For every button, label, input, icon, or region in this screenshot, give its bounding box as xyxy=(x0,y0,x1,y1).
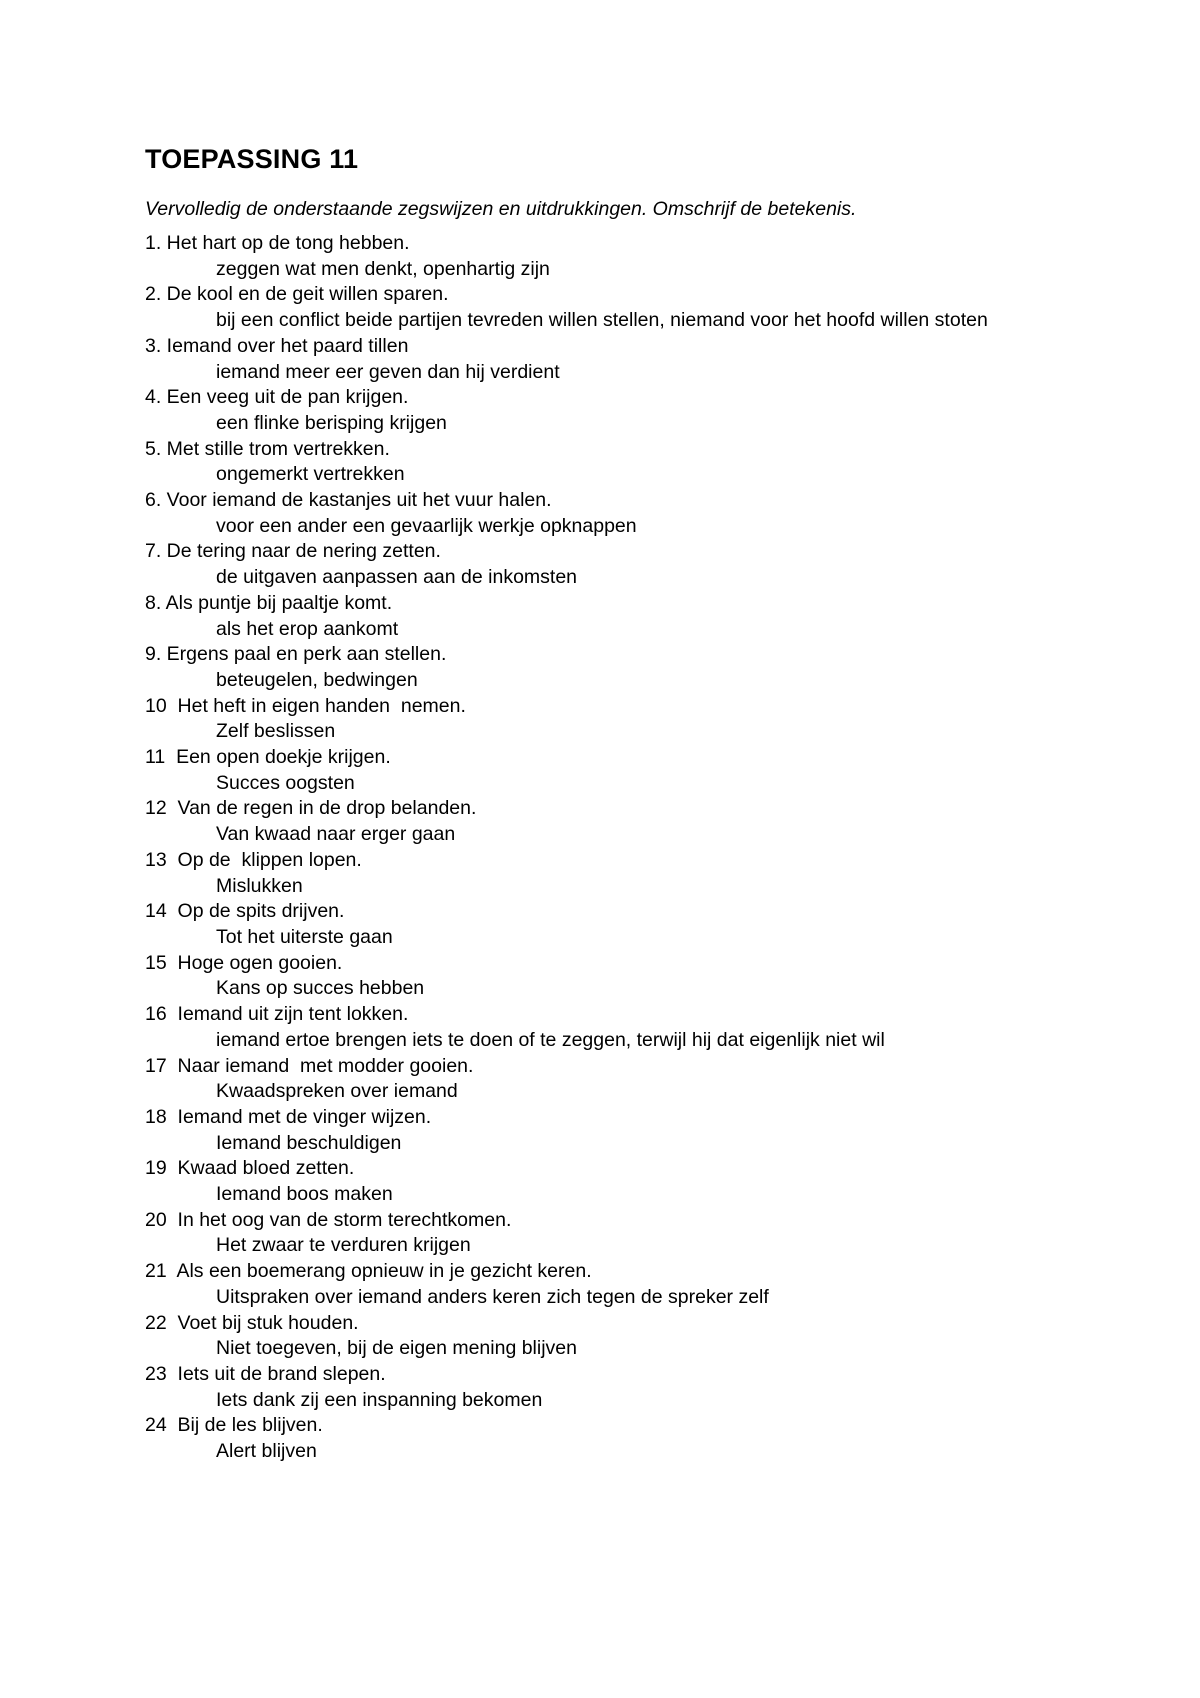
meaning-text: de uitgaven aanpassen aan de inkomsten xyxy=(216,566,578,589)
list-item xyxy=(145,848,1045,899)
list-item xyxy=(145,539,1045,590)
expression-text: 12 Van de regen in de drop belanden. xyxy=(145,797,477,820)
list-item xyxy=(145,899,1045,950)
list-item xyxy=(145,1002,1045,1053)
expression-text: 4. Een veeg uit de pan krijgen. xyxy=(145,386,409,409)
meaning-text: zeggen wat men denkt, openhartig zijn xyxy=(216,257,550,280)
expression-text: 11 Een open doekje krijgen. xyxy=(145,746,391,769)
expression-text: 14 Op de spits drijven. xyxy=(145,900,345,923)
expression-text: 7. De tering naar de nering zetten. xyxy=(145,540,441,563)
expression-list xyxy=(145,231,1045,1465)
list-item xyxy=(145,694,1045,745)
meaning-row xyxy=(145,1079,1045,1105)
list-item xyxy=(145,951,1045,1002)
expression-text: 22 Voet bij stuk houden. xyxy=(145,1311,359,1334)
meaning-text: bij een conflict beide partijen tevreden willen stellen, niemand voor het hoofd willen stoten xyxy=(216,309,988,332)
meaning-text: Niet toegeven, bij de eigen mening blijven xyxy=(216,1337,577,1360)
meaning-text: Alert blijven xyxy=(216,1440,317,1463)
meaning-text: Mislukken xyxy=(216,874,303,897)
expression-text: 1. Het hart op de tong hebben. xyxy=(145,232,410,254)
expression-text: 18 Iemand met de vinger wijzen. xyxy=(145,1105,432,1128)
expression-text: 3. Iemand over het paard tillen xyxy=(145,334,409,357)
list-item xyxy=(145,642,1045,693)
meaning-row xyxy=(145,719,1045,745)
meaning-row xyxy=(145,771,1045,797)
list-item xyxy=(145,231,1045,282)
meaning-text: Iemand boos maken xyxy=(216,1183,393,1206)
meaning-row xyxy=(145,874,1045,900)
list-item xyxy=(145,1413,1045,1464)
document-content xyxy=(145,142,1045,1465)
expression-text: 9. Ergens paal en perk aan stellen. xyxy=(145,643,447,666)
expression-text: 21 Als een boemerang opnieuw in je gezicht keren. xyxy=(145,1260,592,1283)
meaning-text: Tot het uiterste gaan xyxy=(216,925,393,948)
meaning-row xyxy=(145,976,1045,1002)
meaning-row xyxy=(145,1182,1045,1208)
meaning-text: beteugelen, bedwingen xyxy=(216,668,418,691)
list-item xyxy=(145,334,1045,385)
meaning-row xyxy=(145,822,1045,848)
meaning-text: Kans op succes hebben xyxy=(216,977,425,1000)
meaning-row xyxy=(145,360,1045,386)
meaning-row xyxy=(145,1233,1045,1259)
list-item xyxy=(145,1259,1045,1310)
meaning-text: Kwaadspreken over iemand xyxy=(216,1080,458,1103)
meaning-text: Zelf beslissen xyxy=(216,720,336,743)
meaning-row xyxy=(145,1336,1045,1362)
list-item xyxy=(145,745,1045,796)
list-item xyxy=(145,282,1045,333)
expression-text: 24 Bij de les blijven. xyxy=(145,1414,323,1437)
meaning-text: Uitspraken over iemand anders keren zich tegen de spreker zelf xyxy=(216,1285,769,1308)
meaning-row xyxy=(145,462,1045,488)
expression-text: 5. Met stille trom vertrekken. xyxy=(145,437,390,460)
meaning-text: ongemerkt vertrekken xyxy=(216,463,405,486)
meaning-row xyxy=(145,565,1045,591)
list-item xyxy=(145,796,1045,847)
page-title: TOEPASSING 11 xyxy=(145,144,359,174)
list-item xyxy=(145,385,1045,436)
expression-text: 17 Naar iemand met modder gooien. xyxy=(145,1054,474,1077)
list-item xyxy=(145,1054,1045,1105)
list-item xyxy=(145,1208,1045,1259)
meaning-row xyxy=(145,1285,1045,1311)
list-item xyxy=(145,591,1045,642)
meaning-text: een flinke berisping krijgen xyxy=(216,411,447,434)
meaning-text: als het erop aankomt xyxy=(216,617,399,640)
list-item xyxy=(145,488,1045,539)
meaning-row xyxy=(145,617,1045,643)
expression-text: 8. Als puntje bij paaltje komt. xyxy=(145,591,393,614)
meaning-row xyxy=(145,668,1045,694)
expression-text: 16 Iemand uit zijn tent lokken. xyxy=(145,1003,409,1026)
expression-text: 10 Het heft in eigen handen nemen. xyxy=(145,694,466,717)
meaning-row xyxy=(145,411,1045,437)
meaning-text: Iemand beschuldigen xyxy=(216,1131,402,1154)
meaning-row xyxy=(145,925,1045,951)
instruction-text: Vervolledig de onderstaande zegswijzen en uitdrukkingen. Omschrijf de betekenis. xyxy=(145,198,857,220)
expression-text: 15 Hoge ogen gooien. xyxy=(145,951,343,974)
meaning-row xyxy=(145,1131,1045,1157)
list-item xyxy=(145,1311,1045,1362)
meaning-row xyxy=(145,1388,1045,1414)
list-item xyxy=(145,1156,1045,1207)
expression-text: 19 Kwaad bloed zetten. xyxy=(145,1157,355,1180)
expression-text: 6. Voor iemand de kastanjes uit het vuur halen. xyxy=(145,489,552,512)
expression-text: 20 In het oog van de storm terechtkomen. xyxy=(145,1208,512,1231)
meaning-text: Iets dank zij een inspanning bekomen xyxy=(216,1388,543,1411)
meaning-text: Het zwaar te verduren krijgen xyxy=(216,1234,471,1257)
meaning-row xyxy=(145,257,1045,283)
meaning-text: voor een ander een gevaarlijk werkje opknappen xyxy=(216,514,637,537)
meaning-row xyxy=(145,514,1045,540)
meaning-text: iemand meer eer geven dan hij verdient xyxy=(216,360,560,383)
list-item xyxy=(145,1105,1045,1156)
meaning-row xyxy=(145,1439,1045,1465)
expression-text: 23 Iets uit de brand slepen. xyxy=(145,1362,386,1385)
meaning-text: Van kwaad naar erger gaan xyxy=(216,823,456,846)
expression-text: 2. De kool en de geit willen sparen. xyxy=(145,283,449,306)
list-item xyxy=(145,437,1045,488)
meaning-text: Succes oogsten xyxy=(216,771,355,794)
expression-text: 13 Op de klippen lopen. xyxy=(145,848,362,871)
list-item xyxy=(145,1362,1045,1413)
meaning-row xyxy=(145,308,1045,334)
meaning-text: iemand ertoe brengen iets te doen of te zeggen, terwijl hij dat eigenlijk niet wil xyxy=(216,1028,885,1051)
meaning-row xyxy=(145,1028,1045,1054)
